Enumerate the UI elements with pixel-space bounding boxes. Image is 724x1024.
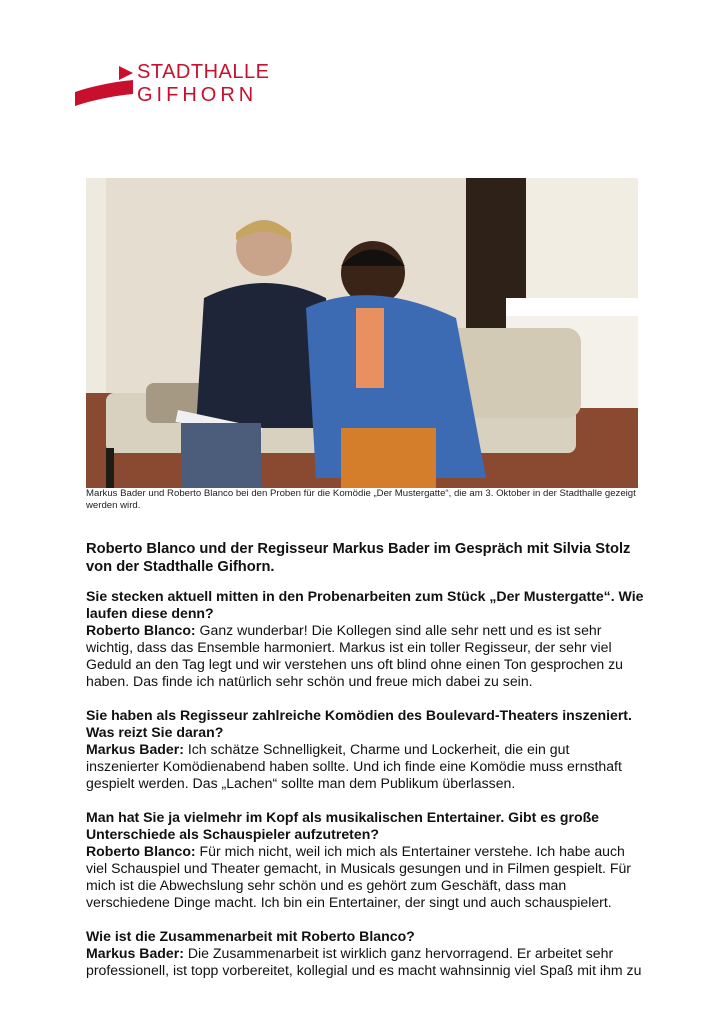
- logo-wordmark: [137, 62, 269, 105]
- interview-block: [86, 928, 646, 979]
- interview-block: [86, 707, 646, 792]
- speaker-name: Roberto Blanco:: [86, 622, 196, 638]
- interview-question: Wie ist die Zusammenarbeit mit Roberto Blanco?: [86, 928, 415, 944]
- interview-block: [86, 588, 646, 690]
- interview-answer: [86, 741, 646, 792]
- speaker-name: Markus Bader:: [86, 741, 184, 757]
- interview-answer: [86, 622, 646, 690]
- article-headline: Roberto Blanco und der Regisseur Markus Bader im Gespräch mit Silvia Stolz von der Stadthalle Gifhorn.: [86, 541, 631, 575]
- logo-mark-icon: [75, 62, 135, 110]
- logo-line-gifhorn: GIFHORN: [137, 84, 258, 106]
- article-photo: [86, 178, 638, 488]
- answer-text: Die Zusammenarbeit ist wirklich ganz hervorragend. Er arbeitet sehr professionell, ist topp vorbereitet, kollegial und es macht wahnsinnig viel Spaß mit ihm zu: [86, 945, 642, 978]
- interview-block: [86, 809, 646, 911]
- answer-text: Ich schätze Schnelligkeit, Charme und Lockerheit, die ein gut inszenierter Komödienabend haben sollte. Und ich finde eine Komödie muss ernsthaft gespielt werden. Das „Lachen“ sollte man dem Publikum überlassen.: [86, 741, 622, 791]
- answer-text: Für mich nicht, weil ich mich als Entertainer verstehe. Ich habe auch viel Schauspiel und Theater gemacht, in Musicals gesungen und in Filmen gespielt. Für mich ist die Abwechslung sehr schön und es gehört zum Geschäft, dass man verschiedene Dinge macht. Ich bin ein Entertainer, der singt und auch schauspielert.: [86, 843, 631, 910]
- photo-two-men-on-sofa-icon: [86, 178, 638, 488]
- answer-text: Ganz wunderbar! Die Kollegen sind alle sehr nett und es ist sehr wichtig, dass das Ensemble harmoniert. Markus ist ein toller Regisseur, der sehr viel Geduld an den Tag legt und wir verstehen uns oft blind ohne einen Ton gesprochen zu haben. Das finde ich natürlich sehr schön und freue mich dabei zu sein.: [86, 622, 623, 689]
- interview-question: Man hat Sie ja vielmehr im Kopf als musikalischen Entertainer. Gibt es große Unterschiede als Schauspieler aufzutreten?: [86, 809, 600, 842]
- stadthalle-logo: [75, 62, 290, 112]
- logo-line-stadthalle: STADTHALLE: [137, 61, 270, 83]
- interview-answer: [86, 945, 646, 979]
- photo-caption: Markus Bader und Roberto Blanco bei den Proben für die Komödie „Der Mustergatte“, die am 3. Oktober in der Stadthalle gezeigt werden wird.: [86, 488, 636, 511]
- speaker-name: Markus Bader:: [86, 945, 184, 961]
- interview-question: Sie haben als Regisseur zahlreiche Komödien des Boulevard-Theaters inszeniert. Was reizt Sie daran?: [86, 707, 632, 740]
- interview-body: [86, 588, 646, 996]
- interview-question: Sie stecken aktuell mitten in den Probenarbeiten zum Stück „Der Mustergatte“. Wie laufen diese denn?: [86, 588, 644, 621]
- speaker-name: Roberto Blanco:: [86, 843, 196, 859]
- interview-answer: [86, 843, 646, 911]
